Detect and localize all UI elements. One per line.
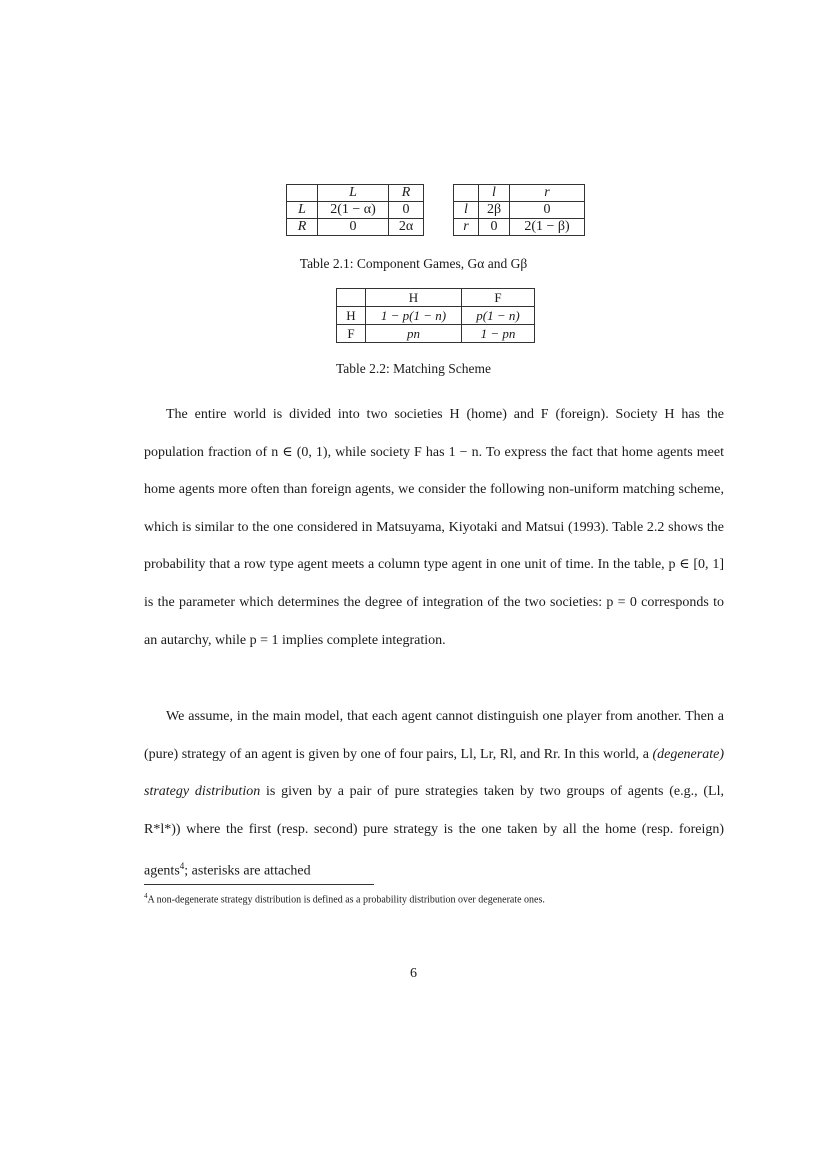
- table-cell: 1 − pn: [462, 325, 535, 343]
- row-header: F: [337, 325, 366, 343]
- table-corner-cell: [287, 185, 318, 202]
- table-row: [454, 202, 585, 219]
- column-header: H: [366, 289, 462, 307]
- body-paragraph: The entire world is divided into two societies H (home) and F (foreign). Society H has the population fraction of n ∈ (0, 1), while society F has 1 − n. To express the fact that home agents meet home agents more often than foreign agents, we consider the following non-uniform matching scheme, which is similar to the one considered in Matsuyama, Kiyotaki and Matsui (1993). Table 2.2 shows the probability that a row type agent meets a column type agent in one unit of time. In the table, p ∈ [0, 1] is the parameter which determines the degree of integration of the two societies: p = 0 corresponds to an autarchy, while p = 1 implies complete integration.: [144, 407, 724, 648]
- table-cell: 2(1 − α): [318, 202, 389, 219]
- matching-scheme-table: [336, 288, 535, 343]
- table-row: [454, 219, 585, 236]
- row-header: r: [454, 219, 479, 236]
- table-cell: 2(1 − β): [510, 219, 585, 236]
- page-number: 6: [410, 966, 417, 981]
- footnote: [144, 889, 744, 907]
- column-header: R: [389, 185, 424, 202]
- table-row: [287, 202, 424, 219]
- footnote-number: 4: [144, 892, 148, 900]
- row-header: H: [337, 307, 366, 325]
- table-cell: 0: [479, 219, 510, 236]
- text-run: ; asterisks are attached: [184, 864, 311, 880]
- table-row: [287, 185, 424, 202]
- table-corner-cell: [454, 185, 479, 202]
- table-cell: pn: [366, 325, 462, 343]
- footnote-marker: 4: [179, 861, 185, 872]
- column-header: r: [510, 185, 585, 202]
- column-header: F: [462, 289, 535, 307]
- table-cell: 0: [389, 202, 424, 219]
- game-table-beta: [453, 184, 585, 236]
- row-header: R: [287, 219, 318, 236]
- table-caption: Table 2.2: Matching Scheme: [335, 361, 491, 376]
- table-cell: 2β: [479, 202, 510, 219]
- table-cell: p(1 − n): [462, 307, 535, 325]
- game-table-alpha: [286, 184, 424, 236]
- table-row: [287, 219, 424, 236]
- table-corner-cell: [337, 289, 366, 307]
- table-cell: 2α: [389, 219, 424, 236]
- footnote-text: A non-degenerate strategy distribution is defined as a probability distribution over degenerate ones.: [147, 894, 545, 906]
- footnote-divider: [144, 884, 374, 885]
- column-header: L: [318, 185, 389, 202]
- table-row: [337, 289, 535, 307]
- table-cell: 0: [318, 219, 389, 236]
- row-header: L: [287, 202, 318, 219]
- table-caption: Table 2.1: Component Games, Gα and Gβ: [299, 256, 528, 271]
- table-cell: 1 − p(1 − n): [366, 307, 462, 325]
- text-run: We assume, in the main model, that each agent cannot distinguish one player from another. Then a (pure) strategy of an agent is given by one of four pairs, Ll, Lr, Rl, and Rr. In this world, a: [144, 709, 724, 762]
- body-paragraph: [144, 698, 724, 891]
- row-header: l: [454, 202, 479, 219]
- table-cell: 0: [510, 202, 585, 219]
- column-header: l: [479, 185, 510, 202]
- table-row: [337, 325, 535, 343]
- table-row: [454, 185, 585, 202]
- emphasis-text: (degenerate) strategy distribution: [144, 746, 724, 800]
- text-run: is given by a pair of pure strategies taken by two groups of agents (e.g., (Ll, R*l*)) where the first (resp. second) pure strategy is the one taken by all the home (resp. foreign) agents: [144, 784, 724, 880]
- table-row: [337, 307, 535, 325]
